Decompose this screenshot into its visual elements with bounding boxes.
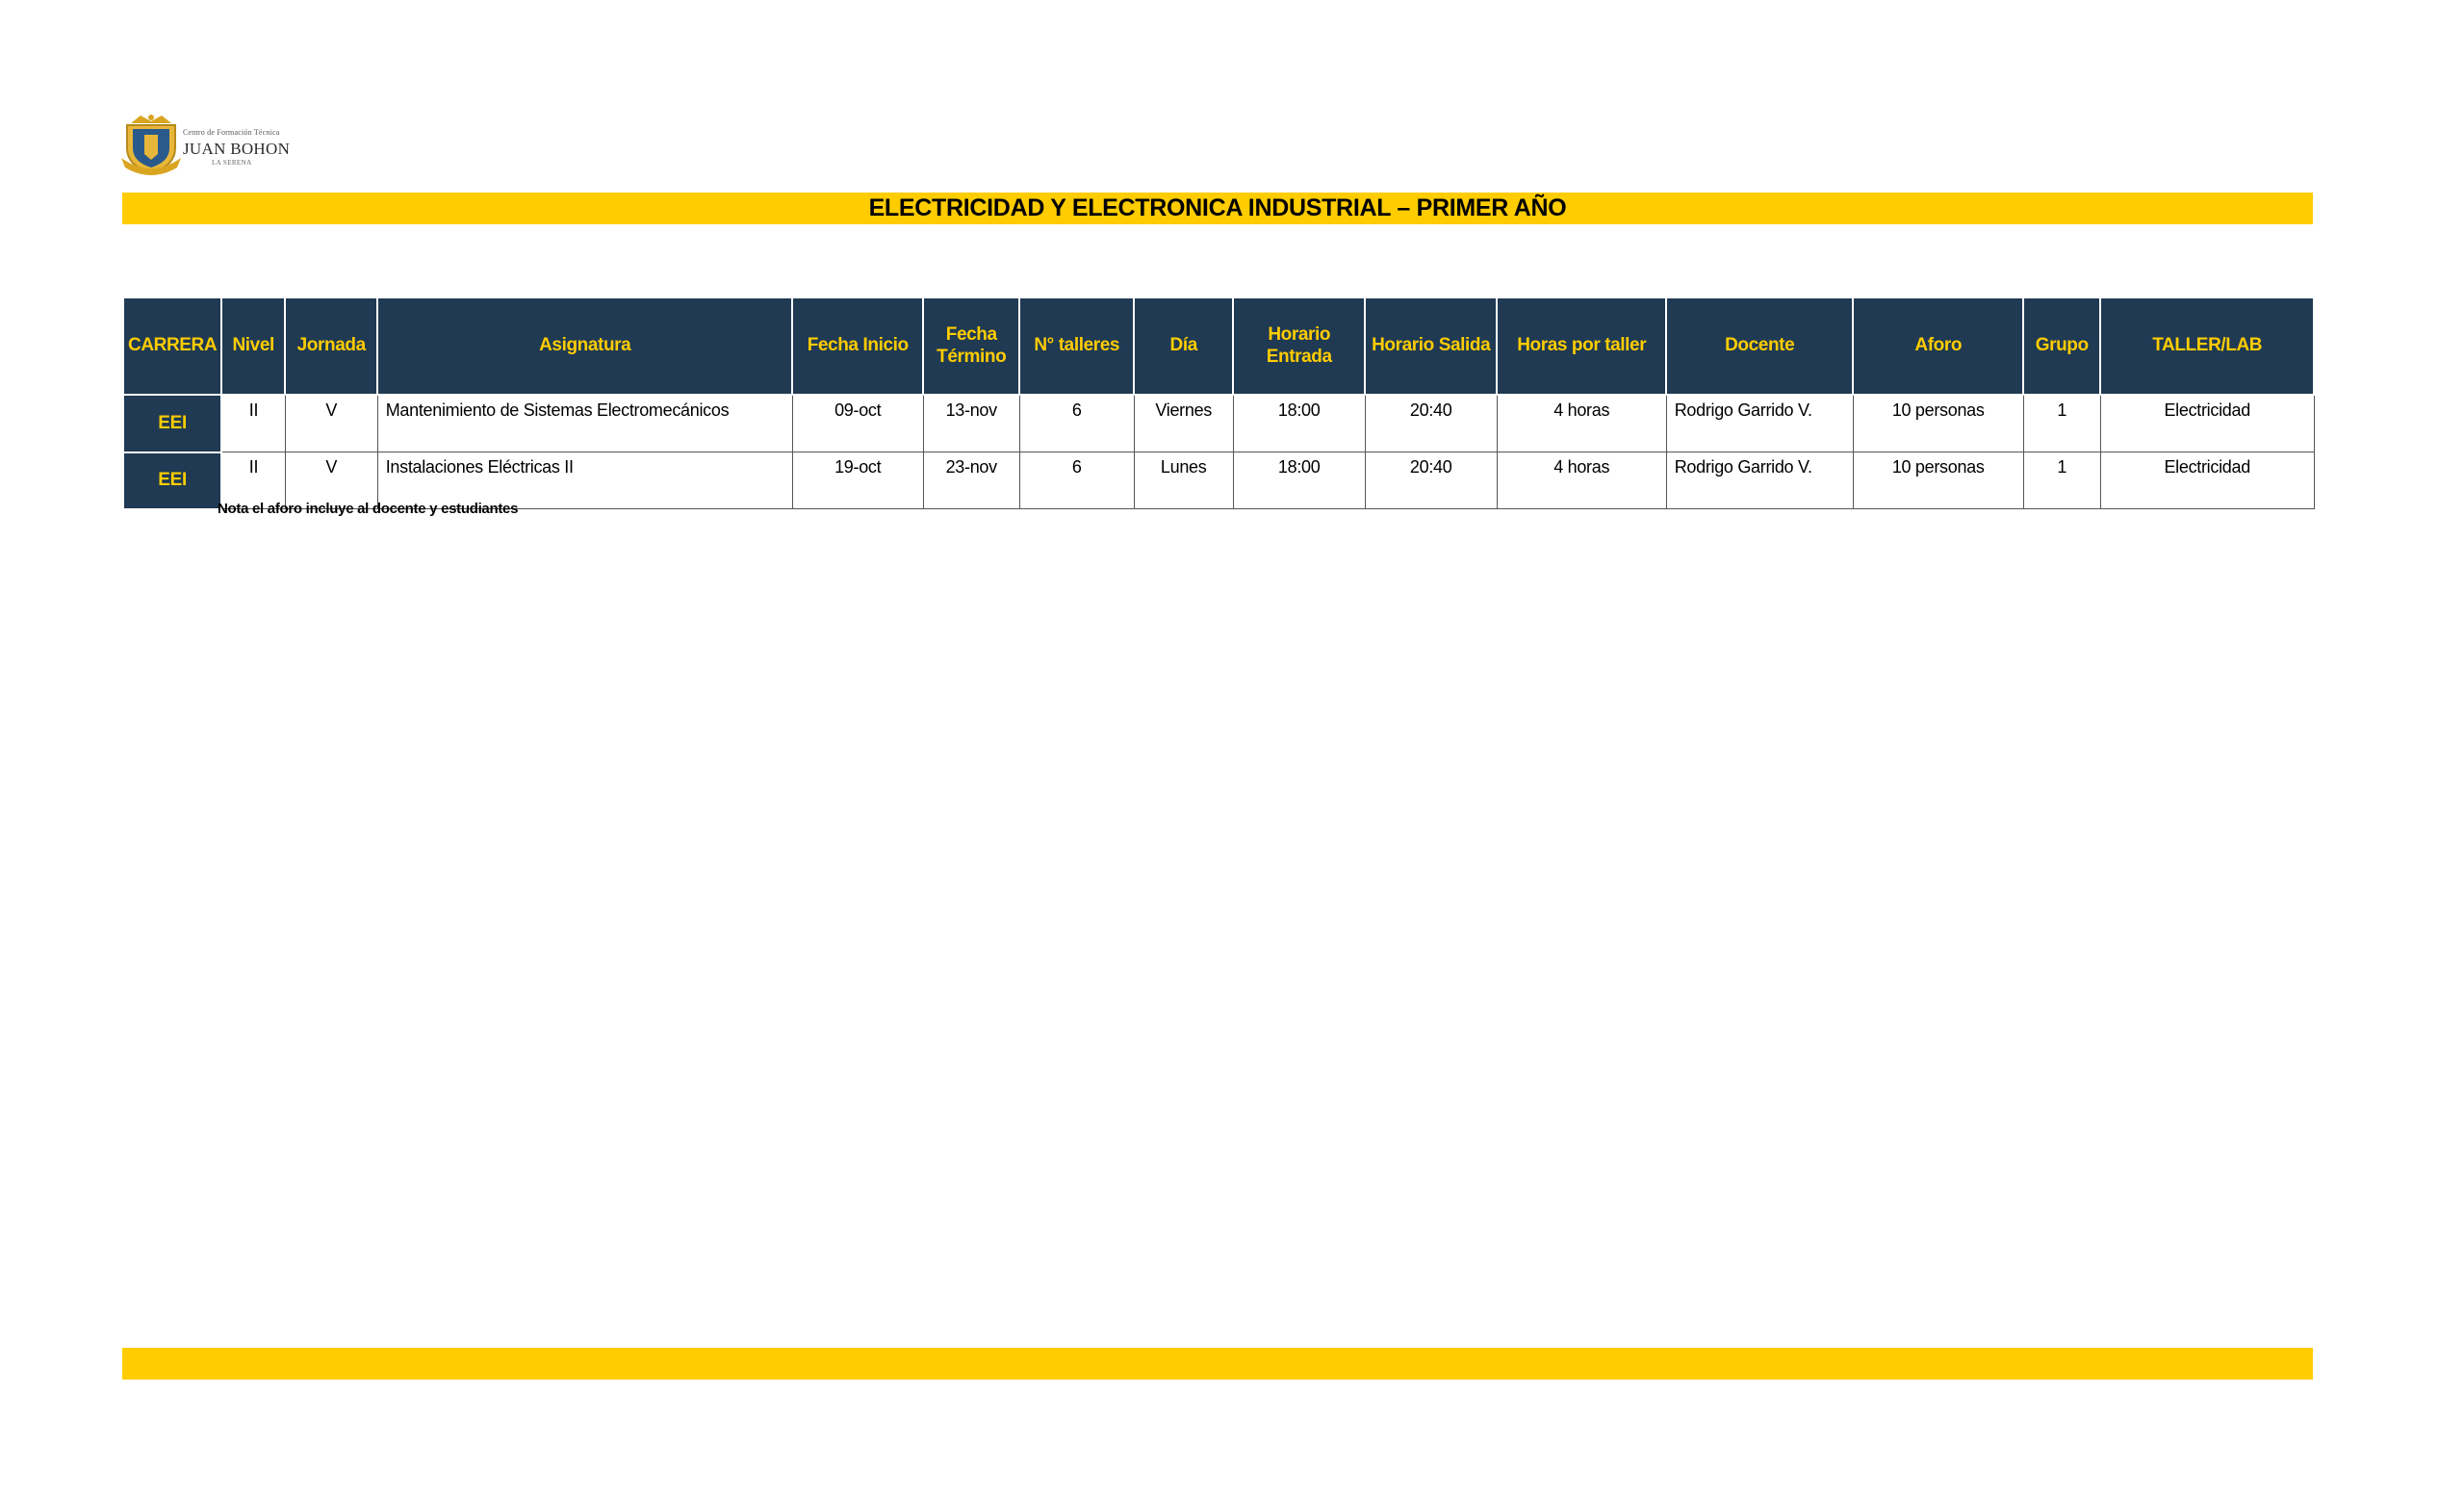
cell-horario-salida: 20:40 <box>1365 395 1497 452</box>
cell-grupo: 1 <box>2023 395 2100 452</box>
cell-fecha-inicio: 09-oct <box>792 395 923 452</box>
cell-carrera: EEI <box>123 395 221 452</box>
cell-n-talleres: 6 <box>1019 395 1134 452</box>
column-header-fecha-termino: Fecha Término <box>923 297 1019 395</box>
column-header-horario-entrada: Horario Entrada <box>1233 297 1365 395</box>
cell-horario-entrada: 18:00 <box>1233 452 1365 509</box>
cell-asignatura: Mantenimiento de Sistemas Electromecánicos <box>377 395 792 452</box>
table-row <box>123 395 2314 452</box>
cell-n-talleres: 6 <box>1019 452 1134 509</box>
cell-grupo: 1 <box>2023 452 2100 509</box>
cell-carrera: EEI <box>123 452 221 509</box>
column-header-carrera: CARRERA <box>123 297 221 395</box>
cell-docente: Rodrigo Garrido V. <box>1666 395 1853 452</box>
column-header-horario-salida: Horario Salida <box>1365 297 1497 395</box>
cell-horario-entrada: 18:00 <box>1233 395 1365 452</box>
table-footnote: Nota el aforo incluye al docente y estudiantes <box>218 501 519 517</box>
column-header-aforo: Aforo <box>1853 297 2023 395</box>
cell-jornada: V <box>285 395 377 452</box>
table-header-row <box>123 297 2314 395</box>
column-header-nivel: Nivel <box>221 297 285 395</box>
cell-aforo: 10 personas <box>1853 452 2023 509</box>
column-header-asignatura: Asignatura <box>377 297 792 395</box>
logo-line-name: JUAN BOHON <box>183 140 291 158</box>
cell-dia: Lunes <box>1134 452 1233 509</box>
cell-docente: Rodrigo Garrido V. <box>1666 452 1853 509</box>
cell-nivel: II <box>221 452 285 509</box>
document-title: ELECTRICIDAD Y ELECTRONICA INDUSTRIAL – PRIMER AÑO <box>122 193 2313 224</box>
column-header-jornada: Jornada <box>285 297 377 395</box>
logo-line-city: LA SERENA <box>212 159 252 167</box>
cell-taller-lab: Electricidad <box>2100 452 2314 509</box>
shield-emblem-icon <box>117 112 185 177</box>
institution-logo <box>117 112 291 177</box>
cell-fecha-inicio: 19-oct <box>792 452 923 509</box>
column-header-dia: Día <box>1134 297 1233 395</box>
column-header-grupo: Grupo <box>2023 297 2100 395</box>
cell-aforo: 10 personas <box>1853 395 2023 452</box>
logo-line-institution-type: Centro de Formación Técnica <box>183 128 280 137</box>
cell-taller-lab: Electricidad <box>2100 395 2314 452</box>
cell-horas-por-taller: 4 horas <box>1497 452 1666 509</box>
cell-nivel: II <box>221 395 285 452</box>
column-header-docente: Docente <box>1666 297 1853 395</box>
schedule-table <box>122 297 2315 510</box>
column-header-n-talleres: N° talleres <box>1019 297 1134 395</box>
cell-fecha-termino: 23-nov <box>923 452 1019 509</box>
cell-asignatura: Instalaciones Eléctricas II <box>377 452 792 509</box>
footer-bar <box>122 1348 2313 1380</box>
column-header-taller-lab: TALLER/LAB <box>2100 297 2314 395</box>
cell-dia: Viernes <box>1134 395 1233 452</box>
cell-horas-por-taller: 4 horas <box>1497 395 1666 452</box>
column-header-fecha-inicio: Fecha Inicio <box>792 297 923 395</box>
cell-jornada: V <box>285 452 377 509</box>
cell-fecha-termino: 13-nov <box>923 395 1019 452</box>
cell-horario-salida: 20:40 <box>1365 452 1497 509</box>
column-header-horas-por-taller: Horas por taller <box>1497 297 1666 395</box>
